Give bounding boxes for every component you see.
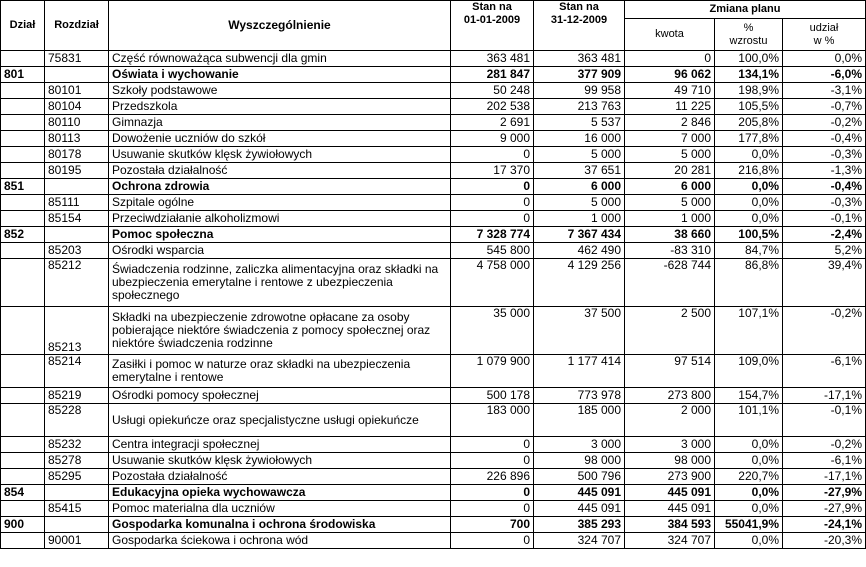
cell-kwota: 384 593 — [625, 517, 715, 533]
table-row — [1, 388, 866, 404]
cell-stan-end: 3 000 — [534, 437, 625, 453]
header-procent-line1: % — [743, 21, 754, 34]
table-row — [1, 115, 866, 131]
cell-procent: 134,1% — [715, 67, 783, 83]
cell-kwota: 38 660 — [625, 227, 715, 243]
cell-udzial: -0,2% — [783, 437, 866, 453]
cell-wyszczegolnienie: Pozostała działalność — [109, 469, 451, 485]
cell-kwota: 20 281 — [625, 163, 715, 179]
cell-udzial: -0,4% — [783, 131, 866, 147]
table-row — [1, 51, 866, 67]
cell-procent: 205,8% — [715, 115, 783, 131]
cell-wyszczegolnienie: Pozostała działalność — [109, 163, 451, 179]
cell-stan-end: 4 129 256 — [534, 259, 625, 307]
cell-dzial — [1, 243, 45, 259]
cell-procent: 0,0% — [715, 501, 783, 517]
table-row — [1, 404, 866, 437]
cell-procent: 0,0% — [715, 195, 783, 211]
cell-stan-start: 0 — [451, 437, 534, 453]
cell-dzial — [1, 437, 45, 453]
cell-stan-start: 0 — [451, 147, 534, 163]
cell-udzial: 5,2% — [783, 243, 866, 259]
cell-rozdzial — [45, 227, 109, 243]
cell-udzial: -0,7% — [783, 99, 866, 115]
cell-rozdzial: 85232 — [45, 437, 109, 453]
cell-rozdzial: 80104 — [45, 99, 109, 115]
cell-procent: 101,1% — [715, 404, 783, 437]
cell-stan-end: 5 537 — [534, 115, 625, 131]
cell-wyszczegolnienie: Gospodarka ściekowa i ochrona wód — [109, 533, 451, 549]
cell-dzial — [1, 533, 45, 549]
cell-kwota: 11 225 — [625, 99, 715, 115]
cell-dzial — [1, 51, 45, 67]
table-row — [1, 469, 866, 485]
cell-stan-start: 281 847 — [451, 67, 534, 83]
cell-kwota: 7 000 — [625, 131, 715, 147]
cell-procent: 105,5% — [715, 99, 783, 115]
cell-procent: 84,7% — [715, 243, 783, 259]
cell-dzial — [1, 115, 45, 131]
cell-procent: 86,8% — [715, 259, 783, 307]
cell-dzial: 851 — [1, 179, 45, 195]
cell-wyszczegolnienie: Część równoważąca subwencji dla gmin — [109, 51, 451, 67]
cell-kwota: 0 — [625, 51, 715, 67]
cell-rozdzial: 80101 — [45, 83, 109, 99]
cell-wyszczegolnienie: Centra integracji społecznej — [109, 437, 451, 453]
cell-kwota: 273 800 — [625, 388, 715, 404]
cell-stan-end: 363 481 — [534, 51, 625, 67]
cell-rozdzial: 85203 — [45, 243, 109, 259]
cell-procent: 109,0% — [715, 355, 783, 388]
header-stan-start-line2: 01-01-2009 — [463, 14, 521, 26]
cell-stan-end: 773 978 — [534, 388, 625, 404]
cell-udzial: -27,9% — [783, 485, 866, 501]
cell-kwota: 49 710 — [625, 83, 715, 99]
cell-rozdzial: 80195 — [45, 163, 109, 179]
cell-rozdzial: 85212 — [45, 259, 109, 307]
cell-procent: 154,7% — [715, 388, 783, 404]
cell-udzial: -24,1% — [783, 517, 866, 533]
cell-rozdzial: 75831 — [45, 51, 109, 67]
table-row — [1, 179, 866, 195]
cell-wyszczegolnienie: Usuwanie skutków klęsk żywiołowych — [109, 147, 451, 163]
cell-procent: 100,0% — [715, 51, 783, 67]
cell-wyszczegolnienie: Składki na ubezpieczenie zdrowotne opłacane za osoby pobierające niektóre świadczenia z pomocy społecznej oraz niektóre świadczenia rodzinne — [109, 307, 451, 355]
cell-stan-start: 0 — [451, 179, 534, 195]
cell-procent: 0,0% — [715, 437, 783, 453]
cell-udzial: 0,0% — [783, 51, 866, 67]
cell-rozdzial: 85219 — [45, 388, 109, 404]
table-row — [1, 99, 866, 115]
cell-udzial: -0,1% — [783, 211, 866, 227]
table-row — [1, 437, 866, 453]
cell-stan-start: 9 000 — [451, 131, 534, 147]
table-row — [1, 533, 866, 549]
cell-stan-start: 363 481 — [451, 51, 534, 67]
cell-kwota: -628 744 — [625, 259, 715, 307]
cell-stan-end: 37 651 — [534, 163, 625, 179]
cell-kwota: 1 000 — [625, 211, 715, 227]
cell-stan-end: 98 000 — [534, 453, 625, 469]
table-row — [1, 453, 866, 469]
table-row — [1, 211, 866, 227]
cell-rozdzial — [45, 179, 109, 195]
cell-wyszczegolnienie: Pomoc społeczna — [109, 227, 451, 243]
cell-rozdzial: 85213 — [45, 307, 109, 355]
table-row — [1, 131, 866, 147]
cell-dzial — [1, 259, 45, 307]
header-stan-end — [534, 1, 625, 51]
header-stan-start — [451, 1, 534, 51]
cell-kwota: 98 000 — [625, 453, 715, 469]
cell-rozdzial: 85415 — [45, 501, 109, 517]
cell-kwota: 324 707 — [625, 533, 715, 549]
cell-dzial — [1, 211, 45, 227]
cell-wyszczegolnienie: Edukacyjna opieka wychowawcza — [109, 485, 451, 501]
cell-stan-start: 0 — [451, 453, 534, 469]
cell-kwota: -83 310 — [625, 243, 715, 259]
cell-stan-start: 50 248 — [451, 83, 534, 99]
cell-rozdzial: 85228 — [45, 404, 109, 437]
cell-stan-end: 213 763 — [534, 99, 625, 115]
cell-stan-end: 1 000 — [534, 211, 625, 227]
cell-wyszczegolnienie: Gimnazja — [109, 115, 451, 131]
cell-udzial: -17,1% — [783, 469, 866, 485]
cell-wyszczegolnienie: Oświata i wychowanie — [109, 67, 451, 83]
cell-kwota: 273 900 — [625, 469, 715, 485]
cell-procent: 107,1% — [715, 307, 783, 355]
cell-kwota: 445 091 — [625, 485, 715, 501]
cell-stan-end: 5 000 — [534, 147, 625, 163]
cell-dzial — [1, 404, 45, 437]
cell-wyszczegolnienie: Ośrodki wsparcia — [109, 243, 451, 259]
cell-stan-end: 99 958 — [534, 83, 625, 99]
cell-stan-start: 226 896 — [451, 469, 534, 485]
table-row — [1, 243, 866, 259]
cell-procent: 0,0% — [715, 485, 783, 501]
cell-kwota: 2 500 — [625, 307, 715, 355]
header-stan-start-line1: Stan na — [472, 1, 512, 13]
cell-kwota: 2 846 — [625, 115, 715, 131]
cell-stan-start: 700 — [451, 517, 534, 533]
cell-wyszczegolnienie: Usługi opiekuńcze oraz specjalistyczne usługi opiekuńcze — [109, 404, 451, 437]
cell-procent: 177,8% — [715, 131, 783, 147]
cell-wyszczegolnienie: Zasiłki i pomoc w naturze oraz składki na ubezpieczenia emerytalne i rentowe — [109, 355, 451, 388]
header-stan-end-line2: 31-12-2009 — [550, 14, 608, 26]
cell-kwota: 96 062 — [625, 67, 715, 83]
cell-dzial — [1, 195, 45, 211]
cell-dzial — [1, 147, 45, 163]
cell-stan-end: 7 367 434 — [534, 227, 625, 243]
cell-procent: 198,9% — [715, 83, 783, 99]
cell-procent: 0,0% — [715, 211, 783, 227]
table-row — [1, 147, 866, 163]
table-row — [1, 259, 866, 307]
cell-stan-end: 385 293 — [534, 517, 625, 533]
cell-kwota: 6 000 — [625, 179, 715, 195]
cell-stan-start: 17 370 — [451, 163, 534, 179]
table-row — [1, 83, 866, 99]
cell-stan-start: 7 328 774 — [451, 227, 534, 243]
cell-stan-end: 445 091 — [534, 501, 625, 517]
header-dzial: Dział — [1, 1, 45, 51]
header-udzial — [783, 19, 866, 51]
cell-rozdzial — [45, 67, 109, 83]
cell-dzial — [1, 307, 45, 355]
table-row — [1, 355, 866, 388]
header-wyszczegolnienie: Wyszczególnienie — [109, 1, 451, 51]
cell-stan-end: 445 091 — [534, 485, 625, 501]
cell-kwota: 2 000 — [625, 404, 715, 437]
cell-udzial: -27,9% — [783, 501, 866, 517]
cell-dzial — [1, 99, 45, 115]
cell-wyszczegolnienie: Gospodarka komunalna i ochrona środowiska — [109, 517, 451, 533]
cell-procent: 220,7% — [715, 469, 783, 485]
cell-udzial: -20,3% — [783, 533, 866, 549]
cell-wyszczegolnienie: Przedszkola — [109, 99, 451, 115]
cell-stan-start: 4 758 000 — [451, 259, 534, 307]
cell-dzial: 801 — [1, 67, 45, 83]
cell-rozdzial: 85278 — [45, 453, 109, 469]
table-row — [1, 517, 866, 533]
cell-stan-end: 324 707 — [534, 533, 625, 549]
cell-dzial — [1, 163, 45, 179]
cell-stan-end: 37 500 — [534, 307, 625, 355]
cell-udzial: -17,1% — [783, 388, 866, 404]
cell-rozdzial: 80178 — [45, 147, 109, 163]
cell-stan-end: 1 177 414 — [534, 355, 625, 388]
cell-procent: 55041,9% — [715, 517, 783, 533]
cell-udzial: -0,2% — [783, 115, 866, 131]
header-procent-line2: wzrostu — [729, 34, 768, 47]
cell-udzial: -0,3% — [783, 195, 866, 211]
cell-stan-start: 0 — [451, 211, 534, 227]
cell-stan-end: 377 909 — [534, 67, 625, 83]
cell-udzial: -6,1% — [783, 453, 866, 469]
cell-procent: 216,8% — [715, 163, 783, 179]
cell-udzial: -0,2% — [783, 307, 866, 355]
cell-stan-end: 16 000 — [534, 131, 625, 147]
cell-stan-start: 183 000 — [451, 404, 534, 437]
cell-stan-start: 2 691 — [451, 115, 534, 131]
cell-rozdzial — [45, 485, 109, 501]
cell-wyszczegolnienie: Przeciwdziałanie alkoholizmowi — [109, 211, 451, 227]
cell-procent: 0,0% — [715, 179, 783, 195]
cell-udzial: -1,3% — [783, 163, 866, 179]
cell-procent: 0,0% — [715, 533, 783, 549]
cell-kwota: 97 514 — [625, 355, 715, 388]
cell-wyszczegolnienie: Usuwanie skutków klęsk żywiołowych — [109, 453, 451, 469]
cell-dzial — [1, 501, 45, 517]
cell-dzial — [1, 469, 45, 485]
cell-udzial: -0,3% — [783, 147, 866, 163]
cell-stan-end: 6 000 — [534, 179, 625, 195]
cell-kwota: 5 000 — [625, 195, 715, 211]
table-row — [1, 195, 866, 211]
cell-stan-start: 0 — [451, 195, 534, 211]
header-stan-end-line1: Stan na — [559, 1, 599, 13]
cell-kwota: 445 091 — [625, 501, 715, 517]
cell-wyszczegolnienie: Świadczenia rodzinne, zaliczka alimentacyjna oraz składki na ubezpieczenia emerytalne i rentowe z ubezpieczenia społecznego — [109, 259, 451, 307]
cell-kwota: 3 000 — [625, 437, 715, 453]
cell-stan-start: 0 — [451, 485, 534, 501]
cell-kwota: 5 000 — [625, 147, 715, 163]
table-row — [1, 67, 866, 83]
cell-dzial — [1, 453, 45, 469]
cell-wyszczegolnienie: Dowożenie uczniów do szkół — [109, 131, 451, 147]
header-udzial-line2: w % — [813, 34, 835, 47]
cell-wyszczegolnienie: Ochrona zdrowia — [109, 179, 451, 195]
cell-rozdzial: 80110 — [45, 115, 109, 131]
cell-stan-end: 185 000 — [534, 404, 625, 437]
cell-rozdzial: 85111 — [45, 195, 109, 211]
table-row — [1, 485, 866, 501]
cell-stan-start: 35 000 — [451, 307, 534, 355]
cell-wyszczegolnienie: Szkoły podstawowe — [109, 83, 451, 99]
cell-procent: 0,0% — [715, 147, 783, 163]
cell-stan-start: 0 — [451, 501, 534, 517]
cell-udzial: 39,4% — [783, 259, 866, 307]
cell-udzial: -2,4% — [783, 227, 866, 243]
cell-stan-start: 202 538 — [451, 99, 534, 115]
cell-dzial: 854 — [1, 485, 45, 501]
cell-stan-end: 5 000 — [534, 195, 625, 211]
cell-udzial: -6,1% — [783, 355, 866, 388]
cell-stan-start: 1 079 900 — [451, 355, 534, 388]
cell-wyszczegolnienie: Szpitale ogólne — [109, 195, 451, 211]
cell-stan-start: 545 800 — [451, 243, 534, 259]
cell-stan-start: 500 178 — [451, 388, 534, 404]
cell-rozdzial: 85214 — [45, 355, 109, 388]
cell-procent: 0,0% — [715, 453, 783, 469]
cell-procent: 100,5% — [715, 227, 783, 243]
cell-rozdzial: 85295 — [45, 469, 109, 485]
cell-dzial: 852 — [1, 227, 45, 243]
header-kwota: kwota — [625, 19, 715, 51]
header-udzial-line1: udział — [809, 21, 839, 34]
cell-dzial — [1, 355, 45, 388]
cell-udzial: -6,0% — [783, 67, 866, 83]
table-row — [1, 501, 866, 517]
cell-stan-end: 500 796 — [534, 469, 625, 485]
cell-udzial: -3,1% — [783, 83, 866, 99]
table-row — [1, 307, 866, 355]
cell-wyszczegolnienie: Ośrodki pomocy społecznej — [109, 388, 451, 404]
table-row — [1, 163, 866, 179]
cell-dzial: 900 — [1, 517, 45, 533]
cell-udzial: -0,4% — [783, 179, 866, 195]
cell-rozdzial — [45, 517, 109, 533]
table-body — [1, 51, 866, 549]
cell-dzial — [1, 83, 45, 99]
cell-rozdzial: 80113 — [45, 131, 109, 147]
header-procent — [715, 19, 783, 51]
cell-stan-end: 462 490 — [534, 243, 625, 259]
cell-dzial — [1, 131, 45, 147]
cell-udzial: -0,1% — [783, 404, 866, 437]
cell-rozdzial: 85154 — [45, 211, 109, 227]
cell-rozdzial: 90001 — [45, 533, 109, 549]
header-rozdzial: Rozdział — [45, 1, 109, 51]
cell-dzial — [1, 388, 45, 404]
header-zmiana-planu: Zmiana planu — [625, 1, 866, 19]
cell-wyszczegolnienie: Pomoc materialna dla uczniów — [109, 501, 451, 517]
cell-stan-start: 0 — [451, 533, 534, 549]
table-row — [1, 227, 866, 243]
